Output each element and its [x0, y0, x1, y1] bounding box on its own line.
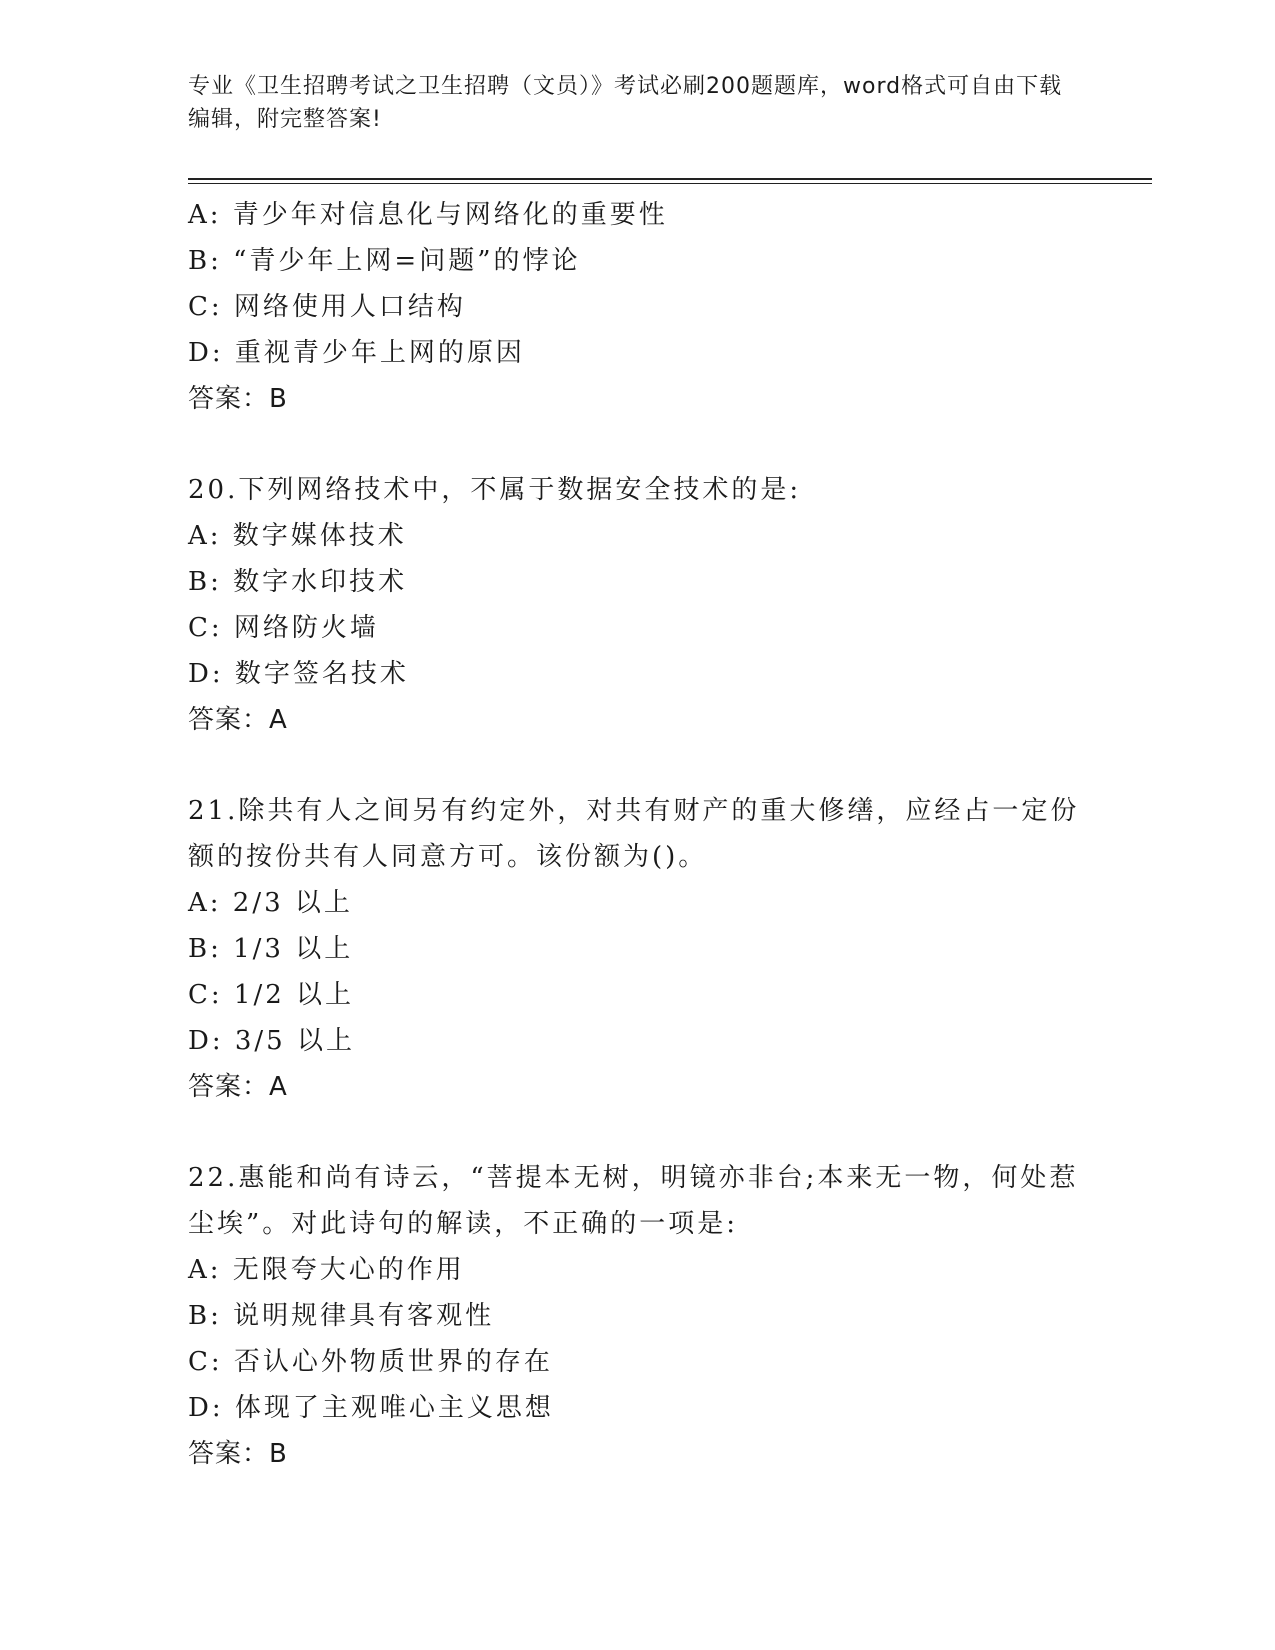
option-d: D: 重视青少年上网的原因	[188, 338, 525, 368]
option-c: C: 否认心外物质世界的存在	[188, 1347, 553, 1377]
spacer	[188, 422, 1088, 467]
answer: 答案：A	[188, 705, 288, 735]
option-a: A: 青少年对信息化与网络化的重要性	[188, 200, 668, 230]
option-a: A: 2/3 以上	[188, 888, 353, 918]
question-20	[188, 467, 1088, 743]
answer: 答案：B	[188, 1439, 288, 1469]
option-c: C: 1/2 以上	[188, 980, 355, 1010]
question-22	[188, 1155, 1088, 1477]
question-stem: 22.惠能和尚有诗云，“菩提本无树，明镜亦非台;本来无一物，何处惹尘埃”。对此诗句的解读，不正确的一项是:	[188, 1163, 1079, 1239]
header-divider-thin	[188, 183, 1152, 184]
question-stem: 21.除共有人之间另有约定外，对共有财产的重大修缮，应经占一定份额的按份共有人同意方可。该份额为()。	[188, 796, 1080, 872]
option-d: D: 3/5 以上	[188, 1026, 355, 1056]
answer: 答案：A	[188, 1072, 288, 1102]
question-19-continued	[188, 192, 1088, 422]
question-list	[188, 192, 1088, 1477]
option-a: A: 数字媒体技术	[188, 521, 407, 551]
option-c: C: 网络防火墙	[188, 613, 379, 643]
header-divider-thick	[188, 178, 1152, 180]
answer: 答案：B	[188, 384, 288, 414]
option-d: D: 数字签名技术	[188, 659, 409, 689]
option-c: C: 网络使用人口结构	[188, 292, 466, 322]
spacer	[188, 743, 1088, 788]
option-b: B: 数字水印技术	[188, 567, 408, 597]
option-a: A: 无限夸大心的作用	[188, 1255, 465, 1285]
question-stem: 20.下列网络技术中，不属于数据安全技术的是:	[188, 475, 802, 505]
option-b: B: 1/3 以上	[188, 934, 354, 964]
option-b: B: “青少年上网=问题”的悖论	[188, 246, 581, 276]
spacer	[188, 1110, 1088, 1155]
option-b: B: 说明规律具有客观性	[188, 1301, 495, 1331]
document-header: 专业《卫生招聘考试之卫生招聘（文员）》考试必刷200题题库，word格式可自由下载编辑，附完整答案!	[188, 74, 1063, 132]
question-21	[188, 788, 1088, 1110]
option-d: D: 体现了主观唯心主义思想	[188, 1393, 554, 1423]
